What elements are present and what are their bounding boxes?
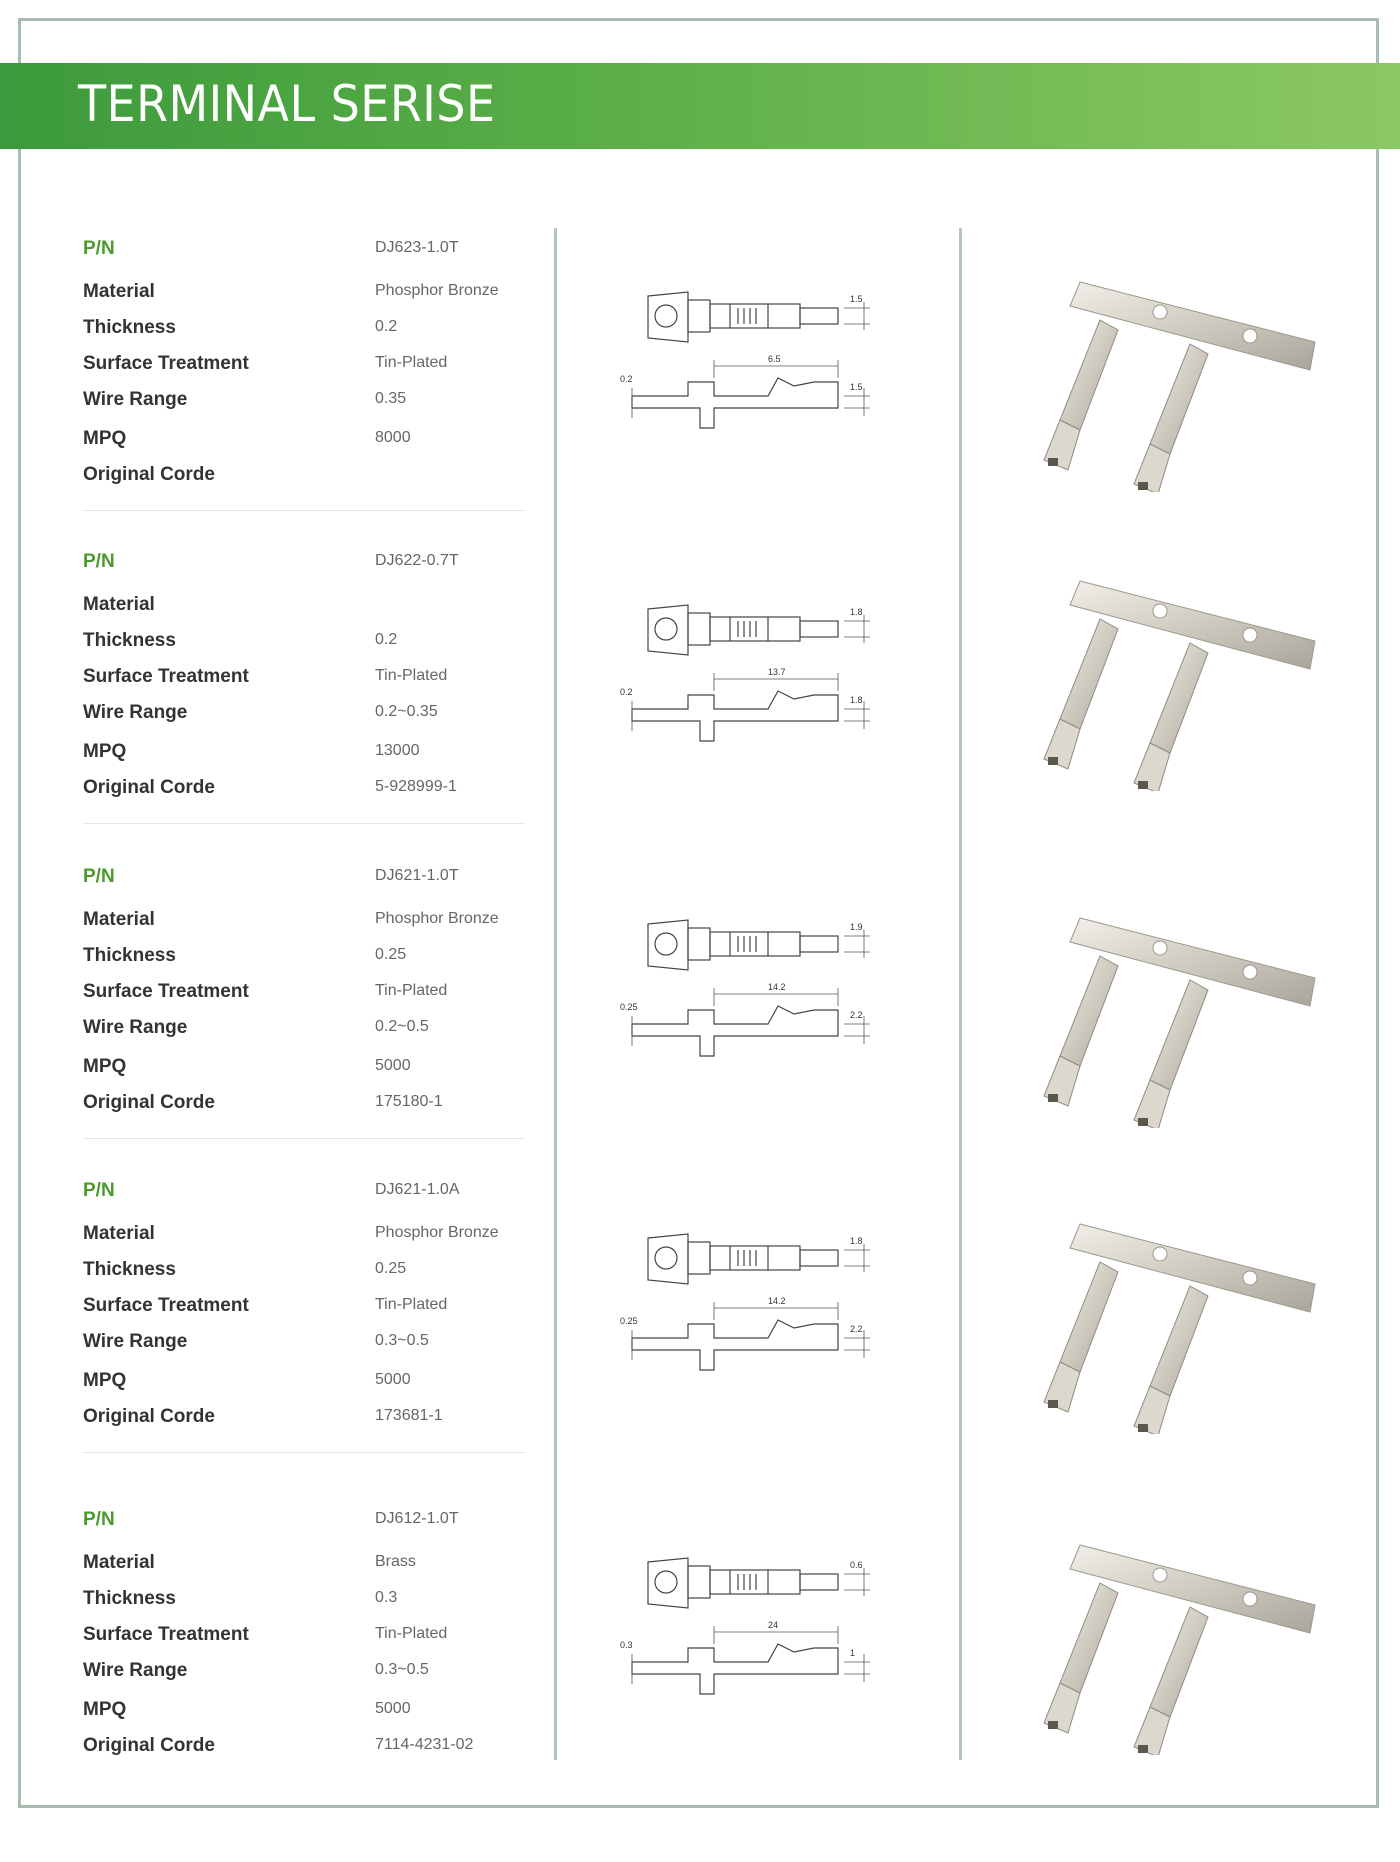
terminal-photo xyxy=(1010,1214,1340,1434)
dimension-side-height: 2.2 xyxy=(850,1324,863,1334)
spec-value-pn: DJ621-1.0T xyxy=(375,867,459,884)
spec-label-surface: Surface Treatment xyxy=(83,353,249,374)
photo-panel xyxy=(1010,908,1340,1128)
spec-value-thickness: 0.25 xyxy=(375,1260,407,1277)
product-separator xyxy=(83,1452,525,1453)
technical-drawing xyxy=(618,1544,908,1744)
spec-value-pn: DJ622-0.7T xyxy=(375,552,459,569)
dimension-length: 6.5 xyxy=(768,354,781,364)
spec-value-wire: 0.2~0.5 xyxy=(375,1018,429,1035)
spec-label-surface: Surface Treatment xyxy=(83,666,249,687)
spec-label-surface: Surface Treatment xyxy=(83,981,249,1002)
dimension-thickness: 0.25 xyxy=(620,1316,638,1326)
spec-value-original: 7114-4231-02 xyxy=(375,1736,474,1753)
dimension-thickness: 0.3 xyxy=(620,1640,633,1650)
dimension-length: 14.2 xyxy=(768,982,786,992)
spec-label-thickness: Thickness xyxy=(83,945,176,966)
dimension-height: 1.9 xyxy=(850,922,863,932)
spec-value-wire: 0.3~0.5 xyxy=(375,1661,429,1678)
dimension-height: 1.8 xyxy=(850,607,863,617)
spec-label-pn: P/N xyxy=(83,238,115,259)
spec-label-mpq: MPQ xyxy=(83,1370,127,1391)
spec-label-pn: P/N xyxy=(83,866,115,887)
technical-drawing xyxy=(618,906,908,1106)
drawing-panel xyxy=(618,278,908,478)
photo-panel xyxy=(1010,571,1340,791)
spec-label-original: Original Corde xyxy=(83,1735,215,1756)
terminal-photo xyxy=(1010,571,1340,791)
spec-value-mpq: 13000 xyxy=(375,742,420,759)
spec-label-thickness: Thickness xyxy=(83,630,176,651)
photo-panel xyxy=(1010,1535,1340,1755)
dimension-length: 13.7 xyxy=(768,667,786,677)
spec-label-mpq: MPQ xyxy=(83,1056,127,1077)
photo-panel xyxy=(1010,272,1340,492)
photo-panel xyxy=(1010,1214,1340,1434)
drawing-panel xyxy=(618,906,908,1106)
technical-drawing xyxy=(618,1220,908,1420)
dimension-length: 24 xyxy=(768,1620,779,1630)
spec-value-surface: Tin-Plated xyxy=(375,1296,448,1313)
spec-value-pn: DJ623-1.0T xyxy=(375,239,459,256)
spec-label-pn: P/N xyxy=(83,1180,115,1201)
dimension-thickness: 0.2 xyxy=(620,687,633,697)
dimension-thickness: 0.2 xyxy=(620,374,633,384)
technical-drawing xyxy=(618,591,908,791)
terminal-photo xyxy=(1010,908,1340,1128)
column-divider-1 xyxy=(554,228,557,1760)
dimension-side-height: 1.8 xyxy=(850,695,863,705)
spec-label-wire: Wire Range xyxy=(83,1331,188,1352)
column-divider-2 xyxy=(959,228,962,1760)
dimension-length: 14.2 xyxy=(768,1296,786,1306)
spec-label-material: Material xyxy=(83,281,155,302)
product-separator xyxy=(83,510,525,511)
spec-value-thickness: 0.25 xyxy=(375,946,407,963)
spec-label-wire: Wire Range xyxy=(83,702,188,723)
terminal-photo xyxy=(1010,1535,1340,1755)
spec-label-mpq: MPQ xyxy=(83,741,127,762)
drawing-panel xyxy=(618,1220,908,1420)
spec-value-material: Phosphor Bronze xyxy=(375,910,499,927)
spec-value-surface: Tin-Plated xyxy=(375,667,448,684)
terminal-photo xyxy=(1010,272,1340,492)
spec-label-wire: Wire Range xyxy=(83,389,188,410)
spec-label-pn: P/N xyxy=(83,551,115,572)
technical-drawing xyxy=(618,278,908,478)
spec-value-mpq: 5000 xyxy=(375,1371,411,1388)
spec-label-surface: Surface Treatment xyxy=(83,1295,249,1316)
spec-value-original: 5-928999-1 xyxy=(375,778,457,795)
spec-label-original: Original Corde xyxy=(83,1092,215,1113)
spec-label-surface: Surface Treatment xyxy=(83,1624,249,1645)
spec-value-wire: 0.35 xyxy=(375,390,407,407)
spec-value-material: Brass xyxy=(375,1553,416,1570)
spec-value-material: Phosphor Bronze xyxy=(375,1224,499,1241)
header-banner xyxy=(0,63,1400,149)
dimension-side-height: 2.2 xyxy=(850,1010,863,1020)
spec-label-wire: Wire Range xyxy=(83,1017,188,1038)
dimension-height: 1.5 xyxy=(850,294,863,304)
spec-value-material: Phosphor Bronze xyxy=(375,282,499,299)
spec-label-thickness: Thickness xyxy=(83,1259,176,1280)
spec-value-mpq: 8000 xyxy=(375,429,411,446)
spec-value-original: 173681-1 xyxy=(375,1407,443,1424)
spec-label-pn: P/N xyxy=(83,1509,115,1530)
spec-value-surface: Tin-Plated xyxy=(375,982,448,999)
spec-value-surface: Tin-Plated xyxy=(375,1625,448,1642)
spec-label-original: Original Corde xyxy=(83,1406,215,1427)
dimension-height: 0.6 xyxy=(850,1560,863,1570)
spec-label-material: Material xyxy=(83,909,155,930)
spec-label-wire: Wire Range xyxy=(83,1660,188,1681)
spec-value-mpq: 5000 xyxy=(375,1057,411,1074)
dimension-side-height: 1.5 xyxy=(850,382,863,392)
spec-label-thickness: Thickness xyxy=(83,1588,176,1609)
spec-label-mpq: MPQ xyxy=(83,1699,127,1720)
spec-value-original: 175180-1 xyxy=(375,1093,443,1110)
spec-value-surface: Tin-Plated xyxy=(375,354,448,371)
dimension-thickness: 0.25 xyxy=(620,1002,638,1012)
dimension-side-height: 1 xyxy=(850,1648,856,1658)
spec-value-thickness: 0.2 xyxy=(375,318,398,335)
spec-value-mpq: 5000 xyxy=(375,1700,411,1717)
spec-label-material: Material xyxy=(83,594,155,615)
spec-value-pn: DJ621-1.0A xyxy=(375,1181,460,1198)
product-separator xyxy=(83,823,525,824)
spec-label-material: Material xyxy=(83,1552,155,1573)
spec-label-mpq: MPQ xyxy=(83,428,127,449)
spec-label-original: Original Corde xyxy=(83,777,215,798)
drawing-panel xyxy=(618,591,908,791)
spec-label-material: Material xyxy=(83,1223,155,1244)
drawing-panel xyxy=(618,1544,908,1744)
spec-label-original: Original Corde xyxy=(83,464,215,485)
spec-value-thickness: 0.2 xyxy=(375,631,398,648)
spec-label-thickness: Thickness xyxy=(83,317,176,338)
spec-value-pn: DJ612-1.0T xyxy=(375,1510,459,1527)
product-separator xyxy=(83,1138,525,1139)
page-title: TERMINAL SERISE xyxy=(78,75,496,133)
spec-value-wire: 0.3~0.5 xyxy=(375,1332,429,1349)
dimension-height: 1.8 xyxy=(850,1236,863,1246)
spec-value-wire: 0.2~0.35 xyxy=(375,703,438,720)
spec-value-thickness: 0.3 xyxy=(375,1589,398,1606)
